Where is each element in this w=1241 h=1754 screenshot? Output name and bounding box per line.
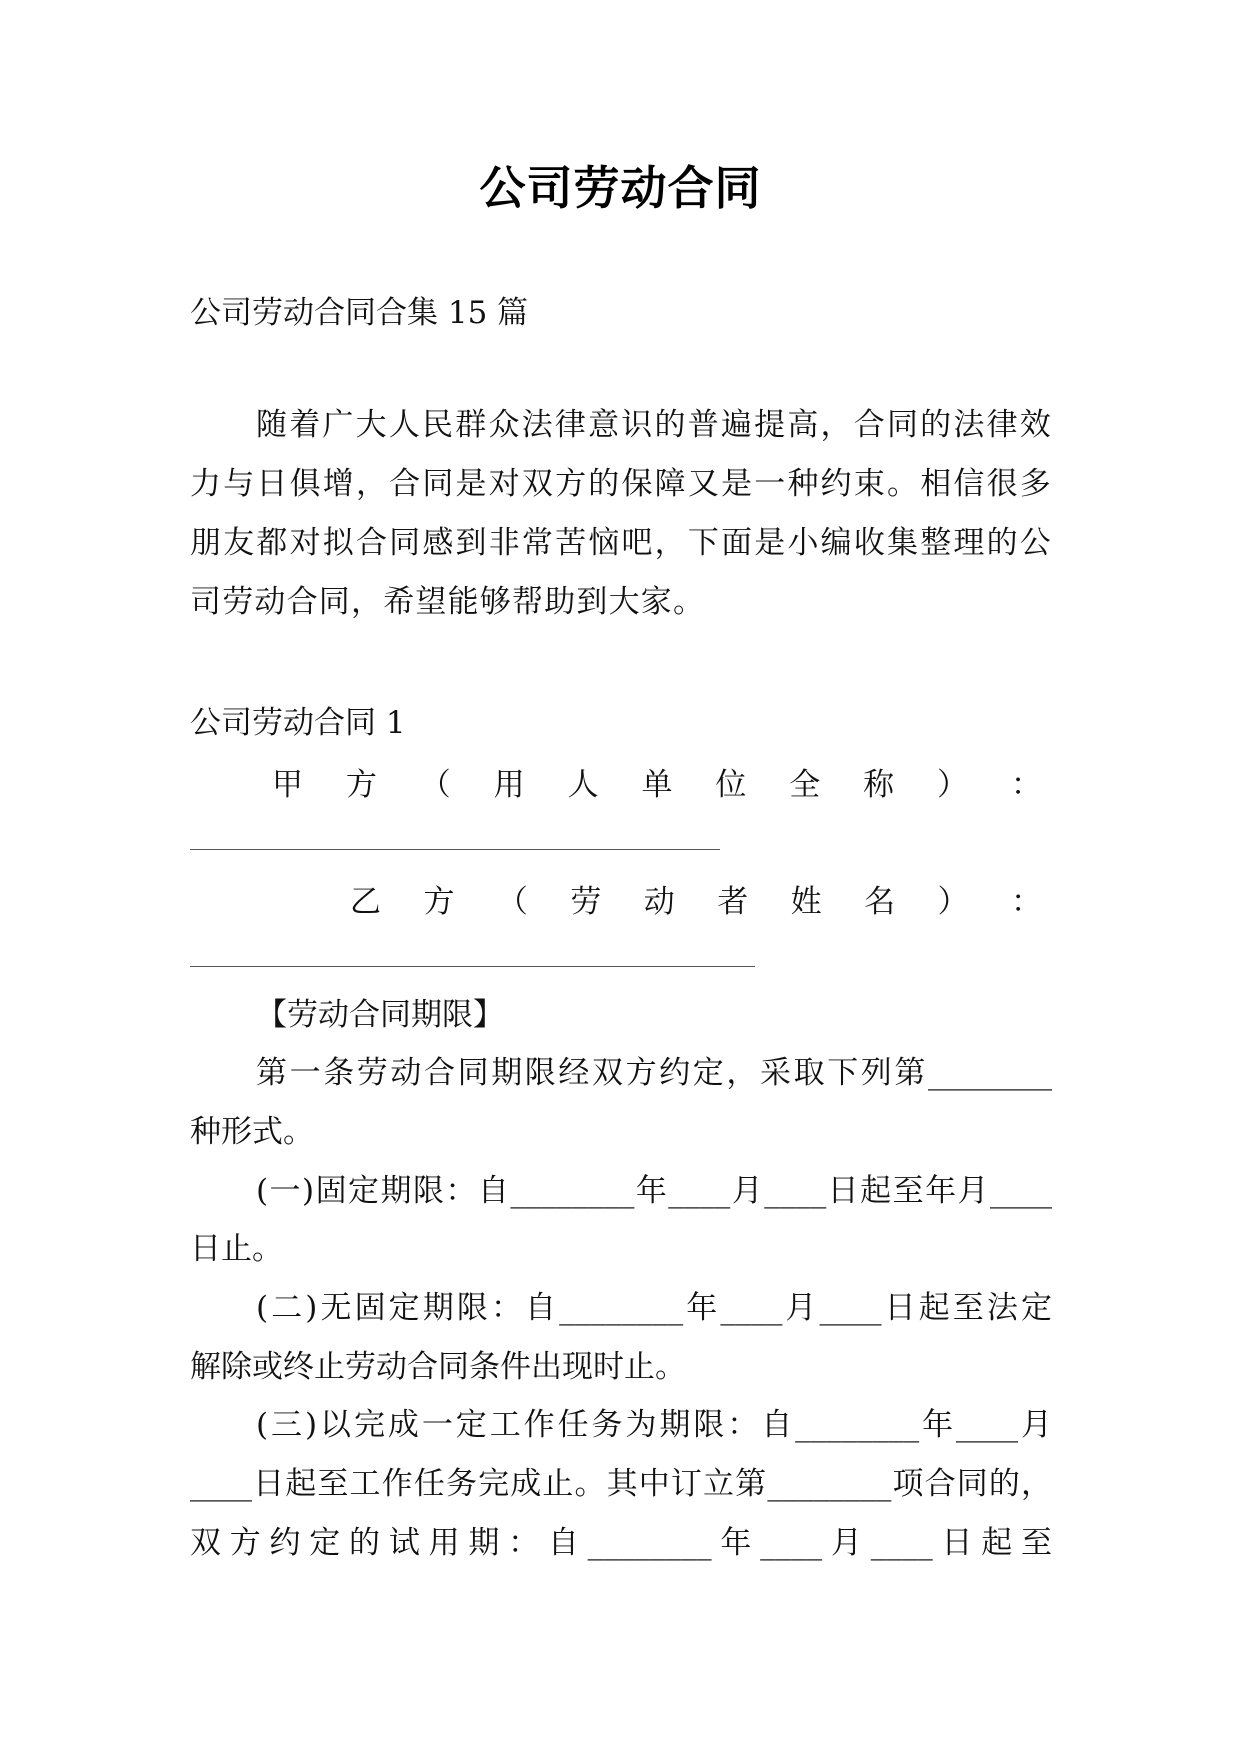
party-a-blank-line [190, 849, 720, 850]
party-b-char: ） [937, 884, 969, 920]
party-a-char: 人 [567, 767, 599, 803]
party-b-label [350, 882, 1042, 922]
task-term-line-2: ____日起至工作任务完成止。其中订立第________项合同的， [190, 1466, 1052, 1502]
party-a-char: 甲 [272, 767, 303, 803]
party-b-char: 乙 [350, 884, 381, 920]
open-term-line-2: 解除或终止劳动合同条件出现时止。 [190, 1349, 686, 1385]
task-term-line-1: (三)以完成一定工作任务为期限：自________年____月 [256, 1407, 1052, 1443]
party-b-char: 劳 [570, 884, 602, 920]
party-b-char: 名 [864, 884, 896, 920]
term-heading: 【劳动合同期限】 [256, 997, 504, 1033]
clause-1-line-2: 种形式。 [190, 1114, 314, 1150]
party-b-char: 动 [643, 884, 675, 920]
party-b-blank-line [190, 966, 755, 967]
party-b-char: 姓 [790, 884, 822, 920]
party-a-char: （ [419, 767, 451, 803]
party-a-char: 全 [789, 767, 821, 803]
open-term-line-1: (二)无固定期限：自________年____月____日起至法定 [256, 1290, 1052, 1326]
party-a-char: ） [937, 767, 969, 803]
party-a-label [272, 765, 1042, 805]
fixed-term-line-1: (一)固定期限：自________年____月____日起至年月____ [256, 1173, 1052, 1209]
party-a-char: 位 [715, 767, 747, 803]
section-heading: 公司劳动合同 1 [190, 705, 406, 741]
intro-paragraph: 随着广大人民群众法律意识的普遍提高，合同的法律效力与日俱增，合同是对双方的保障又是一种约束。相信很多朋友都对拟合同感到非常苦恼吧，下面是小编收集整理的公司劳动合同，希望能够帮助到大家。 [190, 407, 1052, 620]
party-b-char: ： [1010, 884, 1042, 920]
document-title: 公司劳动合同 [479, 161, 762, 215]
task-term-line-3: 双方约定的试用期：自________年____月____日起至 [190, 1525, 1052, 1561]
party-b-char: 方 [423, 884, 455, 920]
party-b-char: 者 [717, 884, 749, 920]
party-b-char: （ [496, 884, 528, 920]
fixed-term-line-2: 日止。 [190, 1231, 283, 1267]
party-a-char: 单 [641, 767, 673, 803]
document-subtitle: 公司劳动合同合集 15 篇 [190, 295, 529, 331]
party-a-char: 用 [493, 767, 525, 803]
party-a-char: 称 [863, 767, 895, 803]
clause-1-line-1: 第一条劳动合同期限经双方约定，采取下列第________ [256, 1055, 1052, 1091]
party-a-char: 方 [345, 767, 377, 803]
party-a-char: ： [1010, 767, 1042, 803]
